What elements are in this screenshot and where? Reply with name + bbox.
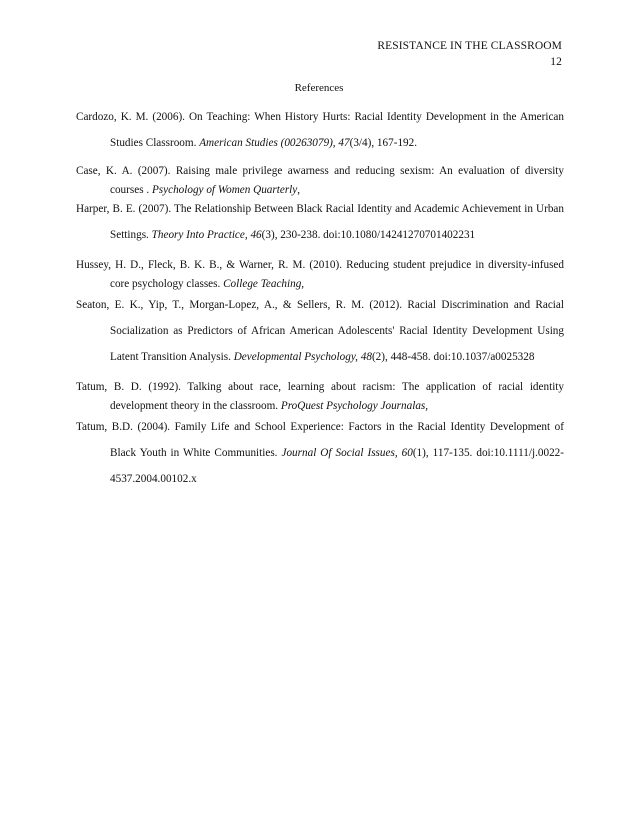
reference-source: College Teaching bbox=[223, 278, 302, 290]
reference-source: Psychology of Women Quarterly bbox=[151, 184, 298, 196]
reference-entry bbox=[76, 414, 564, 492]
reference-entry bbox=[76, 162, 564, 200]
reference-details: , bbox=[425, 400, 429, 412]
reference-details: , bbox=[301, 278, 305, 290]
reference-list bbox=[76, 104, 564, 492]
reference-source: American Studies (00263079), 47 bbox=[199, 137, 350, 149]
running-head: RESISTANCE IN THE CLASSROOM bbox=[377, 40, 562, 52]
reference-text: Seaton, E. K., Yip, T., Morgan-Lopez, A., & Sellers, R. M. (2012). Racial Discrimination and Racial Socialization as Predictors of African American Adolescents' Racial Identity Development Using Latent Transition Analysis. bbox=[76, 299, 564, 363]
reference-source: Developmental Psychology, 48 bbox=[233, 351, 372, 363]
reference-details: (3), 230-238. doi:10.1080/14241270701402231 bbox=[261, 229, 476, 241]
reference-details: , bbox=[297, 184, 301, 196]
reference-entry bbox=[76, 292, 564, 370]
reference-source: ProQuest Psychology Journalas bbox=[280, 400, 426, 412]
reference-details: (1), 117-135. doi:10.1111/j.0022-4537.2004.00102.x bbox=[110, 447, 564, 485]
reference-entry bbox=[76, 256, 564, 294]
reference-text: Tatum, B.D. (2004). Family Life and School Experience: Factors in the Racial Identity Development of Black Youth in White Communities. bbox=[76, 421, 564, 459]
reference-text: Cardozo, K. M. (2006). On Teaching: When History Hurts: Racial Identity Development in the American Studies Classroom. bbox=[76, 111, 564, 149]
reference-entry bbox=[76, 378, 564, 416]
reference-details: (2), 448-458. doi:10.1037/a0025328 bbox=[371, 351, 535, 363]
reference-text: Case, K. A. (2007). Raising male privilege awarness and reducing sexism: An evaluation of diversity courses . bbox=[76, 165, 564, 196]
reference-source: Journal Of Social Issues, 60 bbox=[281, 447, 413, 459]
reference-entry bbox=[76, 104, 564, 156]
reference-text: Harper, B. E. (2007). The Relationship Between Black Racial Identity and Academic Achievement in Urban Settings. bbox=[76, 203, 564, 241]
reference-text: Tatum, B. D. (1992). Talking about race, learning about racism: The application of racial identity development theory in the classroom. bbox=[76, 381, 564, 412]
reference-entry bbox=[76, 196, 564, 248]
page-header bbox=[377, 38, 562, 70]
references-title: References bbox=[294, 82, 344, 94]
reference-text: Hussey, H. D., Fleck, B. K. B., & Warner, R. M. (2010). Reducing student prejudice in diversity-infused core psychology classes. bbox=[76, 259, 564, 290]
reference-details: (3/4), 167-192. bbox=[349, 137, 418, 149]
page-number: 12 bbox=[550, 56, 562, 68]
reference-source: Theory Into Practice, 46 bbox=[151, 229, 262, 241]
